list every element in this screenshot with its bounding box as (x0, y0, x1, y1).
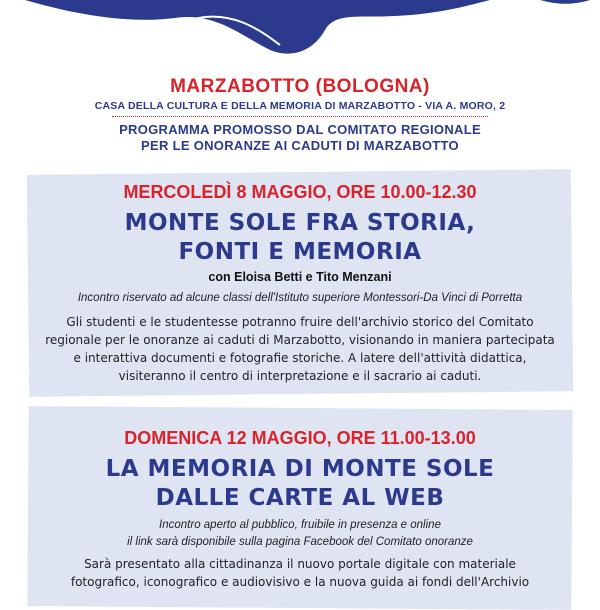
dotted-divider (112, 116, 488, 117)
decorative-wave-graphic (0, 0, 600, 70)
event-card (28, 428, 572, 591)
header (0, 76, 600, 112)
event-card (28, 182, 572, 385)
program-promoter: PROGRAMMA PROMOSSO DAL COMITATO REGIONALE PER LE ONORANZE AI CADUTI DI MARZABOTTO (119, 122, 481, 153)
event-description: Sarà presentato alla cittadinanza il nuovo portale digitale con materiale fotografico, iconografico e audiovisivo e la nuova guida ai fondi dell'Archivio (70, 557, 530, 589)
city-title: MARZABOTTO (BOLOGNA) (170, 76, 430, 97)
event-note: Incontro aperto al pubblico, fruibile in presenza e online il link sarà disponibile sulla pagina Facebook del Comitato onoranze (127, 519, 473, 548)
event-speakers: con Eloisa Betti e Tito Menzani (208, 270, 392, 284)
event-description: Gli studenti e le studentesse potranno fruire dell'archivio storico del Comitato regionale per le onoranze ai caduti di Marzabotto, visionando in maniera partecipata e interattiva documenti e fotografie storiche. A latere dell'attività didattica, visiteranno il centro di interpretazione e il sacrario ai caduti. (45, 315, 555, 383)
event-date: MERCOLEDÌ 8 MAGGIO, ORE 10.00-12.30 (123, 182, 477, 202)
event-title: MONTE SOLE FRA STORIA, FONTI E MEMORIA (124, 210, 476, 265)
event-title: LA MEMORIA DI MONTE SOLE DALLE CARTE AL WEB (105, 456, 495, 511)
event-note: Incontro riservato ad alcune classi dell'Istituto superiore Montessori-Da Vinci di Porretta (77, 292, 523, 304)
event-date: DOMENICA 12 MAGGIO, ORE 11.00-13.00 (124, 428, 476, 448)
venue-address: CASA DELLA CULTURA E DELLA MEMORIA DI MARZABOTTO - VIA A. MORO, 2 (94, 100, 506, 112)
